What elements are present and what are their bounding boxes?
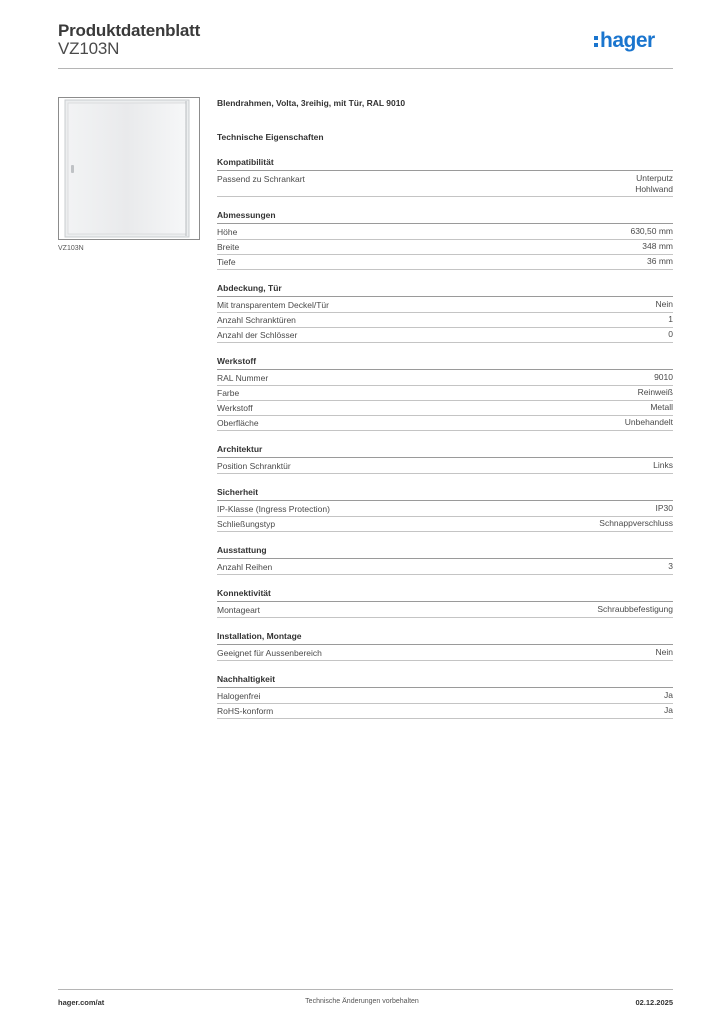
property-value-line: Hohlwand — [635, 184, 673, 194]
property-row — [217, 313, 673, 328]
property-value-line: 3 — [668, 561, 673, 571]
property-value-line: Schnappverschluss — [599, 518, 673, 528]
properties-list — [217, 156, 673, 719]
hager-logo — [593, 28, 673, 56]
property-label: Oberfläche — [217, 418, 259, 428]
property-row — [217, 401, 673, 416]
property-section — [217, 587, 673, 618]
property-value — [650, 401, 673, 415]
property-label: Tiefe — [217, 257, 236, 267]
property-label: Anzahl Reihen — [217, 562, 273, 572]
property-row — [217, 502, 673, 517]
property-section — [217, 544, 673, 575]
property-row — [217, 298, 673, 313]
property-value — [656, 646, 673, 660]
property-section — [217, 486, 673, 532]
property-value-line: Unterputz — [636, 173, 673, 183]
property-value-line: 1 — [668, 314, 673, 324]
property-value — [654, 371, 673, 385]
property-value-line: Ja — [664, 690, 673, 700]
property-section — [217, 282, 673, 343]
logo-text: hager — [600, 29, 655, 52]
section-title: Sicherheit — [217, 486, 673, 501]
property-section — [217, 355, 673, 431]
header-divider — [58, 68, 673, 69]
footer-date: 02.12.2025 — [635, 998, 673, 1007]
cabinet-door-illustration — [59, 98, 199, 239]
property-section — [217, 156, 673, 197]
property-value — [647, 255, 673, 269]
section-title: Konnektivität — [217, 587, 673, 602]
product-name: Blendrahmen, Volta, 3reihig, mit Tür, RAL 9010 — [217, 98, 406, 108]
property-row — [217, 646, 673, 661]
property-row — [217, 371, 673, 386]
property-value — [656, 502, 674, 516]
property-row — [217, 416, 673, 431]
property-value — [638, 386, 673, 400]
property-value — [630, 225, 673, 239]
property-value — [599, 517, 673, 531]
logo-dot-bottom — [594, 43, 598, 47]
section-title: Abmessungen — [217, 209, 673, 224]
property-value-line: 36 mm — [647, 256, 673, 266]
section-title: Abdeckung, Tür — [217, 282, 673, 297]
property-row — [217, 255, 673, 270]
property-row — [217, 704, 673, 719]
property-row — [217, 240, 673, 255]
property-label: Farbe — [217, 388, 240, 398]
property-row — [217, 689, 673, 704]
page-title: Produktdatenblatt — [58, 21, 201, 40]
property-section — [217, 209, 673, 270]
footer-divider — [58, 989, 673, 990]
property-label: Passend zu Schrankart — [217, 174, 305, 184]
property-label: Anzahl der Schlösser — [217, 330, 298, 340]
product-code: VZ103N — [58, 39, 120, 58]
property-row — [217, 172, 673, 197]
property-section — [217, 630, 673, 661]
property-value — [625, 416, 673, 430]
property-label: Position Schranktür — [217, 461, 291, 471]
door-lock — [71, 165, 74, 173]
property-value — [668, 313, 673, 327]
technical-properties-heading: Technische Eigenschaften — [217, 132, 324, 142]
property-value-line: Schraubbefestigung — [597, 604, 673, 614]
logo-dot-top — [594, 36, 598, 40]
property-label: RoHS-konform — [217, 706, 274, 716]
footer-website: hager.com/at — [58, 998, 105, 1007]
property-value — [635, 172, 673, 196]
property-value-line: Nein — [655, 647, 673, 657]
property-value — [664, 689, 673, 703]
property-label: Anzahl Schranktüren — [217, 315, 296, 325]
property-label: Geeignet für Aussenbereich — [217, 648, 322, 658]
property-row — [217, 560, 673, 575]
property-label: Schließungstyp — [217, 519, 276, 529]
property-value-line: Unbehandelt — [624, 417, 673, 427]
property-value — [668, 328, 673, 342]
image-caption: VZ103N — [58, 245, 84, 252]
property-value-line: Metall — [650, 402, 673, 412]
property-value — [642, 240, 673, 254]
section-title: Installation, Montage — [217, 630, 673, 645]
property-value-line: Ja — [664, 705, 673, 715]
property-row — [217, 328, 673, 343]
section-title: Architektur — [217, 443, 673, 458]
property-label: Halogenfrei — [217, 691, 261, 701]
product-image — [58, 97, 200, 240]
product-details — [217, 96, 673, 731]
property-section — [217, 443, 673, 474]
property-label: Werkstoff — [217, 403, 253, 413]
property-label: Breite — [217, 242, 240, 252]
property-row — [217, 603, 673, 618]
property-row — [217, 459, 673, 474]
property-value-line: Nein — [655, 299, 673, 309]
property-value — [668, 560, 673, 574]
property-value-line: 9010 — [654, 372, 673, 382]
property-value — [664, 704, 673, 718]
property-value — [653, 459, 673, 473]
property-value-line: 630,50 mm — [630, 226, 673, 236]
property-value-line: 0 — [668, 329, 673, 339]
property-label: IP-Klasse (Ingress Protection) — [217, 504, 330, 514]
section-title: Nachhaltigkeit — [217, 673, 673, 688]
section-title: Kompatibilität — [217, 156, 673, 171]
property-label: Montageart — [217, 605, 260, 615]
property-label: RAL Nummer — [217, 373, 269, 383]
property-value — [597, 603, 673, 617]
property-value-line: Reinweiß — [637, 387, 673, 397]
property-row — [217, 517, 673, 532]
property-value-line: IP30 — [655, 503, 673, 513]
section-title: Werkstoff — [217, 355, 673, 370]
section-title: Ausstattung — [217, 544, 673, 559]
property-row — [217, 225, 673, 240]
property-label: Höhe — [217, 227, 238, 237]
footer-notice: Technische Änderungen vorbehalten — [305, 998, 419, 1005]
property-value-line: Links — [653, 460, 673, 470]
property-row — [217, 386, 673, 401]
property-value-line: 348 mm — [642, 241, 673, 251]
property-label: Mit transparentem Deckel/Tür — [217, 300, 329, 310]
property-value — [656, 298, 673, 312]
property-section — [217, 673, 673, 719]
